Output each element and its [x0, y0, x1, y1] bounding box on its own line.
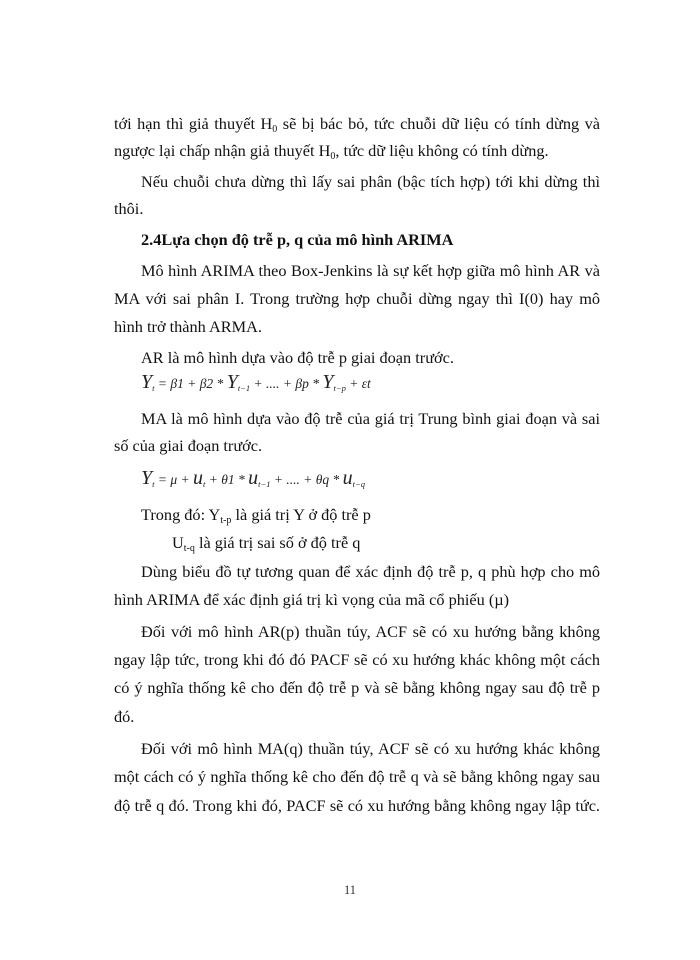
paragraph-line: thôi.: [114, 199, 144, 218]
paragraph-line: ngược lại chấp nhận giả thuyết H0, tức dữ liệu không có tính dừng.: [114, 141, 549, 162]
paragraph-line: MA là mô hình dựa vào độ trễ của giá trị Trung bình giai đoạn và sai: [141, 409, 600, 428]
paragraph-line: Mô hình ARIMA theo Box-Jenkins là sự kết hợp giữa mô hình AR và: [141, 261, 600, 280]
formula-ma: $Y_t = \mu + u_t + \theta 1 * u_{t-1}$ + .... + θq * $u_{t-q}$: [141, 467, 365, 489]
paragraph-line: AR là mô hình dựa vào độ trễ p giai đoạn trước.: [141, 348, 454, 367]
paragraph-line: Trong đó: Yt-p là giá trị Y ở độ trễ p: [141, 505, 371, 526]
page-number: 11: [343, 883, 357, 897]
paragraph-line: có ý nghĩa thống kê cho đến độ trễ p và sẽ bằng không ngay sau độ trễ p: [114, 678, 600, 697]
paragraph-line: hình trở thành ARMA.: [114, 317, 262, 336]
paragraph-line: ngay lập tức, trong khi đó đó PACF sẽ có xu hướng khác không một cách: [114, 650, 600, 669]
paragraph-line: độ trễ q đó. Trong khi đó, PACF sẽ có xu hướng bằng không ngay lập tức.: [114, 796, 600, 815]
section-heading: 2.4Lựa chọn độ trễ p, q của mô hình ARIMA: [141, 230, 454, 249]
paragraph-line: một cách có ý nghĩa thống kê cho đến độ trễ q và sẽ bằng không ngay sau: [114, 767, 600, 786]
paragraph-line: tới hạn thì giả thuyết H0 sẽ bị bác bỏ, tức chuỗi dữ liệu có tính dừng và: [114, 114, 601, 135]
paragraph-line: Đối với mô hình AR(p) thuần túy, ACF sẽ có xu hướng bằng không: [141, 622, 600, 641]
paragraph-line: Nếu chuỗi chưa dừng thì lấy sai phân (bậc tích hợp) tới khi dừng thì: [141, 172, 600, 191]
paragraph-line: Ut-q là giá trị sai số ở độ trễ q: [172, 533, 361, 554]
formula-ar: $Y_t = \beta 1 + \beta 2 * Y_{t-1}$ + .... + $\beta p * Y_{t-p} + \varepsilon t$: [141, 371, 371, 393]
paragraph-line: MA với sai phân I. Trong trường hợp chuỗi dừng ngay thì I(0) hay mô: [114, 289, 600, 308]
paragraph-line: số của giai đoạn trước.: [114, 436, 263, 455]
paragraph-line: hình ARIMA để xác định giá trị kì vọng của mã cổ phiếu (µ): [114, 590, 510, 609]
paragraph-line: Dùng biểu đồ tự tương quan để xác định độ trễ p, q phù hợp cho mô: [141, 562, 600, 581]
paragraph-line: đó.: [114, 707, 135, 726]
paragraph-line: Đối với mô hình MA(q) thuần túy, ACF sẽ có xu hướng khác không: [141, 739, 600, 758]
